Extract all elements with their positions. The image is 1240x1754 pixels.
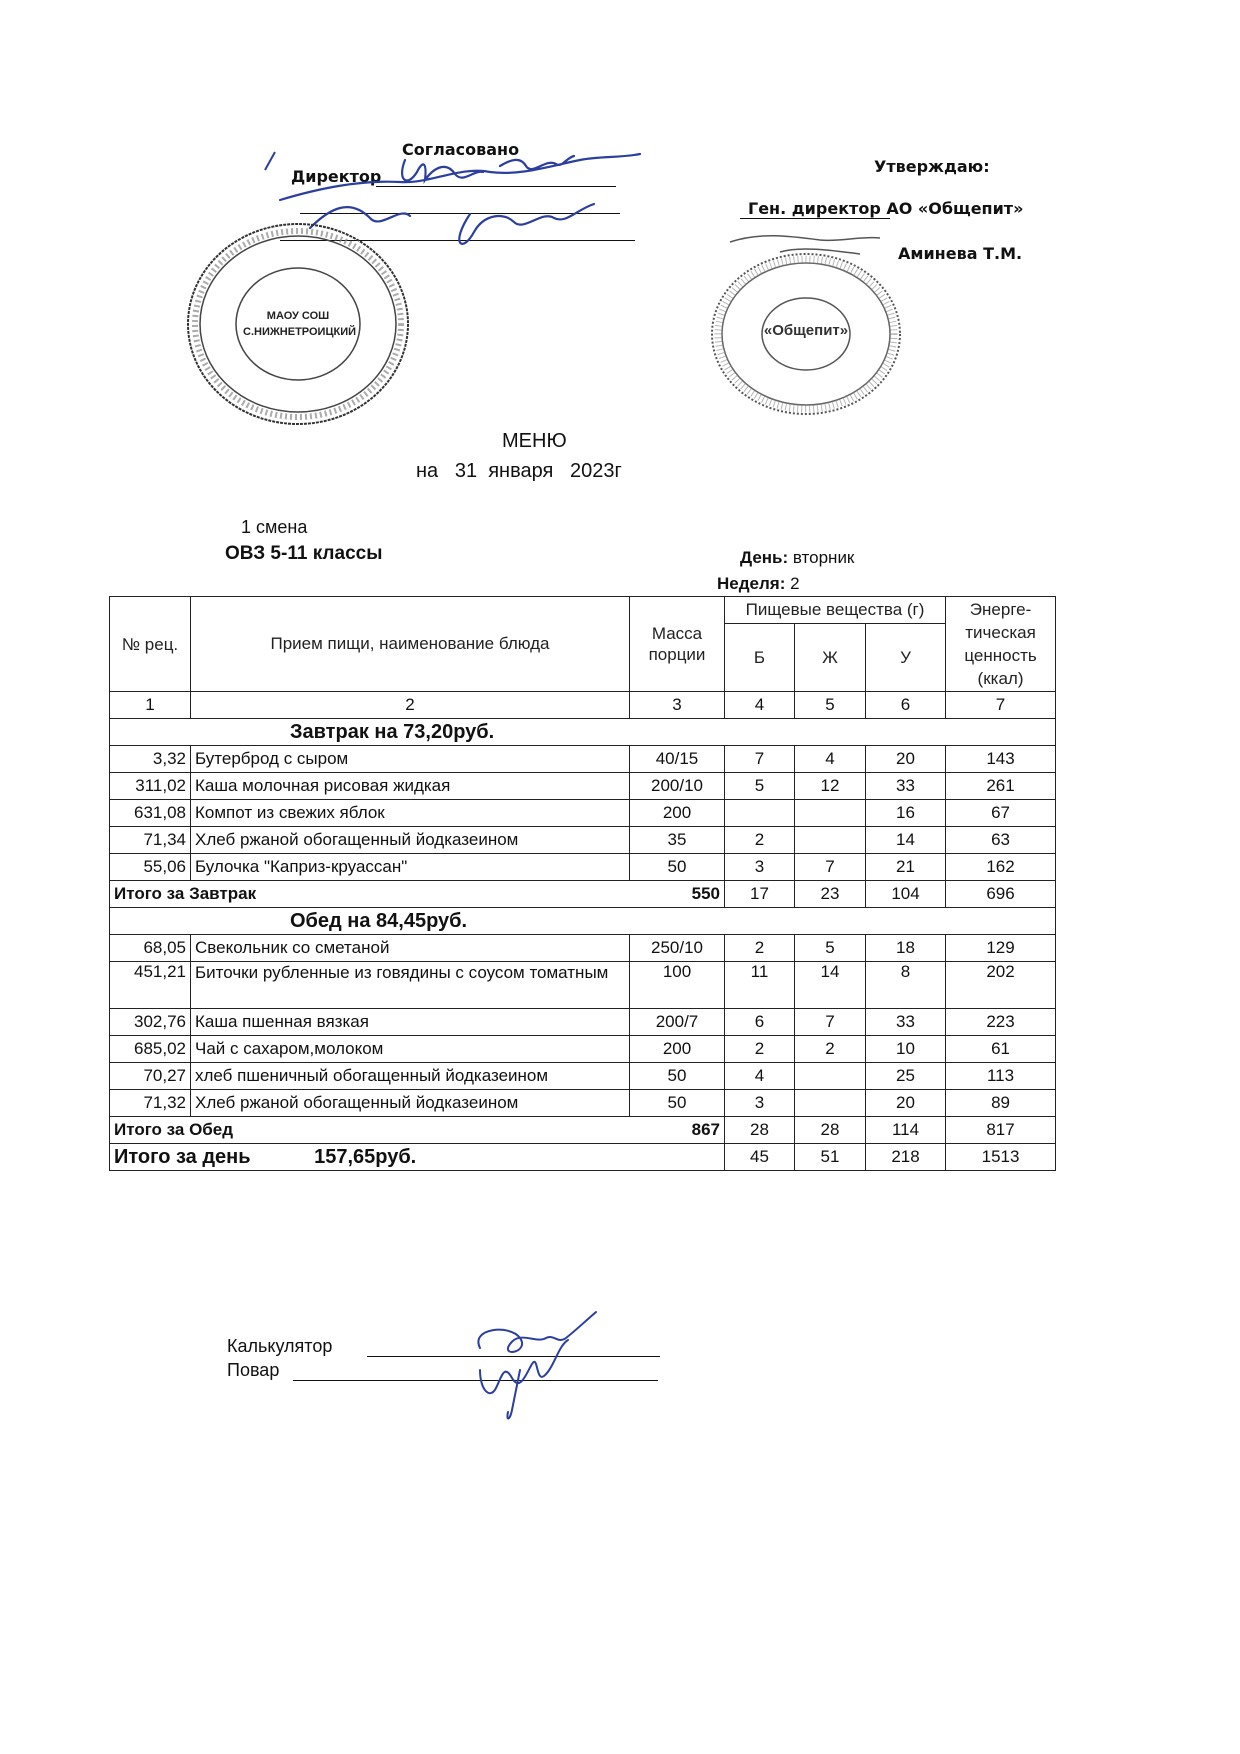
protein-cell: 5	[725, 773, 795, 800]
kcal-total-cell: 817	[946, 1117, 1056, 1144]
carbs-cell: 25	[866, 1063, 946, 1090]
col-number: 1	[110, 692, 191, 719]
table-row	[110, 854, 1056, 881]
mass-cell: 200	[630, 800, 725, 827]
lunch-total-label-cell	[110, 1117, 725, 1144]
table-row	[110, 1036, 1056, 1063]
protein-cell: 6	[725, 1009, 795, 1036]
kcal-cell: 61	[946, 1036, 1056, 1063]
kcal-cell: 63	[946, 827, 1056, 854]
mass-cell: 250/10	[630, 935, 725, 962]
lunch-total-label: Итого за Обед	[114, 1120, 234, 1139]
header-u: У	[866, 624, 946, 692]
document-date: на 31 января 2023г	[416, 460, 622, 482]
col-number: 2	[191, 692, 630, 719]
mass-cell: 200/10	[630, 773, 725, 800]
rec-cell: 311,02	[110, 773, 191, 800]
table-row	[110, 800, 1056, 827]
carbs-cell: 20	[866, 1090, 946, 1117]
week-label: Неделя:	[717, 574, 786, 593]
table-row	[110, 935, 1056, 962]
document-title: МЕНЮ	[502, 430, 567, 452]
protein-cell: 11	[725, 962, 795, 1009]
col-number: 7	[946, 692, 1056, 719]
carbs-cell: 21	[866, 854, 946, 881]
header-mass: Масса порции	[630, 597, 725, 692]
protein-cell: 3	[725, 854, 795, 881]
day-total-label: Итого за день	[114, 1145, 251, 1168]
breakfast-total-mass: 550	[691, 884, 720, 903]
day-total-label-cell	[110, 1144, 725, 1171]
menu-table	[109, 596, 1056, 1171]
week-value: 2	[790, 574, 800, 593]
protein-cell	[725, 800, 795, 827]
table-row	[110, 1009, 1056, 1036]
day-label: День:	[740, 548, 789, 567]
kcal-cell: 202	[946, 962, 1056, 1009]
rec-cell: 3,32	[110, 746, 191, 773]
kcal-cell: 67	[946, 800, 1056, 827]
breakfast-total-label-cell	[110, 881, 725, 908]
header-name: Прием пищи, наименование блюда	[191, 597, 630, 692]
fat-cell: 14	[795, 962, 866, 1009]
fat-cell	[795, 1063, 866, 1090]
carbs-cell: 10	[866, 1036, 946, 1063]
fat-cell	[795, 1090, 866, 1117]
lunch-total-mass: 867	[691, 1120, 720, 1139]
carbs-cell: 33	[866, 773, 946, 800]
header-nutrients: Пищевые вещества (г)	[725, 597, 946, 624]
carbs-cell: 16	[866, 800, 946, 827]
dish-name-cell: Каша пшенная вязкая	[191, 1009, 630, 1036]
header-rec: № рец.	[110, 597, 191, 692]
lunch-section-row	[110, 908, 1056, 935]
breakfast-title: Завтрак на 73,20руб.	[110, 719, 1056, 746]
mass-cell: 40/15	[630, 746, 725, 773]
fat-total-cell: 23	[795, 881, 866, 908]
header-energy: Энерге-тическая ценность (ккал)	[946, 597, 1056, 692]
lunch-total-row	[110, 1117, 1056, 1144]
header-row	[110, 597, 1056, 624]
dish-name-cell: Бутерброд с сыром	[191, 746, 630, 773]
day-value: вторник	[792, 548, 855, 567]
carbs-total-cell: 104	[866, 881, 946, 908]
fat-cell: 2	[795, 1036, 866, 1063]
lunch-title: Обед на 84,45руб.	[110, 908, 1056, 935]
approval-left-title: Согласовано	[402, 140, 520, 159]
dish-name-cell: Хлеб ржаной обогащенный йодказеином	[191, 1090, 630, 1117]
kcal-cell: 143	[946, 746, 1056, 773]
dish-name-cell: Хлеб ржаной обогащенный йодказеином	[191, 827, 630, 854]
dish-name-cell: Биточки рубленные из говядины с соусом томатным	[191, 962, 630, 1009]
mass-cell: 50	[630, 1090, 725, 1117]
carbs-cell: 20	[866, 746, 946, 773]
rec-cell: 302,76	[110, 1009, 191, 1036]
rec-cell: 55,06	[110, 854, 191, 881]
rec-cell: 71,34	[110, 827, 191, 854]
fat-total-cell: 28	[795, 1117, 866, 1144]
fat-cell: 7	[795, 1009, 866, 1036]
cook-label: Повар	[227, 1360, 280, 1380]
table-row	[110, 1063, 1056, 1090]
col-number: 4	[725, 692, 795, 719]
mass-cell: 100	[630, 962, 725, 1009]
shift-label: 1 смена	[241, 517, 308, 537]
dish-name-cell: Чай с сахаром,молоком	[191, 1036, 630, 1063]
rec-cell: 68,05	[110, 935, 191, 962]
protein-day-total: 45	[725, 1144, 795, 1171]
mass-cell: 50	[630, 1063, 725, 1090]
day-total-price: 157,65руб.	[314, 1145, 417, 1168]
fat-cell: 5	[795, 935, 866, 962]
fat-cell: 4	[795, 746, 866, 773]
breakfast-total-row	[110, 881, 1056, 908]
table-row	[110, 962, 1056, 1009]
column-number-row	[110, 692, 1056, 719]
carbs-day-total: 218	[866, 1144, 946, 1171]
group-label: ОВЗ 5-11 классы	[225, 543, 383, 564]
mass-cell: 35	[630, 827, 725, 854]
kcal-cell: 129	[946, 935, 1056, 962]
kcal-cell: 162	[946, 854, 1056, 881]
protein-cell: 2	[725, 1036, 795, 1063]
school-stamp	[183, 220, 413, 428]
director-label: Директор	[291, 167, 382, 186]
rec-cell: 685,02	[110, 1036, 191, 1063]
col-number: 3	[630, 692, 725, 719]
calculator-cook-signatures	[460, 1310, 620, 1430]
table-row	[110, 746, 1056, 773]
dish-name-cell: Компот из свежих яблок	[191, 800, 630, 827]
kcal-cell: 223	[946, 1009, 1056, 1036]
kcal-cell: 113	[946, 1063, 1056, 1090]
week-info	[717, 574, 800, 594]
carbs-total-cell: 114	[866, 1117, 946, 1144]
header-zh: Ж	[795, 624, 866, 692]
protein-cell: 2	[725, 827, 795, 854]
breakfast-total-label: Итого за Завтрак	[114, 884, 257, 903]
day-total-row	[110, 1144, 1056, 1171]
fat-cell	[795, 800, 866, 827]
kcal-cell: 261	[946, 773, 1056, 800]
kcal-total-cell: 696	[946, 881, 1056, 908]
fat-cell: 7	[795, 854, 866, 881]
protein-total-cell: 17	[725, 881, 795, 908]
approval-right-title: Утверждаю:	[874, 157, 990, 176]
fat-cell	[795, 827, 866, 854]
table-row	[110, 827, 1056, 854]
header-b: Б	[725, 624, 795, 692]
approver-position: Ген. директор АО «Общепит»	[748, 199, 1024, 218]
protein-total-cell: 28	[725, 1117, 795, 1144]
mass-cell: 50	[630, 854, 725, 881]
dish-name-cell: Булочка "Каприз-круассан"	[191, 854, 630, 881]
approver-name: Аминева Т.М.	[898, 244, 1023, 263]
carbs-cell: 8	[866, 962, 946, 1009]
fat-cell: 12	[795, 773, 866, 800]
mass-cell: 200	[630, 1036, 725, 1063]
dish-name-cell: хлеб пшеничный обогащенный йодказеином	[191, 1063, 630, 1090]
carbs-cell: 14	[866, 827, 946, 854]
col-number: 5	[795, 692, 866, 719]
dish-name-cell: Свекольник со сметаной	[191, 935, 630, 962]
calculator-label: Калькулятор	[227, 1336, 333, 1356]
day-info	[740, 548, 854, 568]
school-stamp-text: МАОУ СОШ С.НИЖНЕТРОИЦКИЙ	[243, 310, 357, 338]
rec-cell: 631,08	[110, 800, 191, 827]
rec-cell: 70,27	[110, 1063, 191, 1090]
kcal-cell: 89	[946, 1090, 1056, 1117]
carbs-cell: 33	[866, 1009, 946, 1036]
dish-name-cell: Каша молочная рисовая жидкая	[191, 773, 630, 800]
protein-cell: 4	[725, 1063, 795, 1090]
table-row	[110, 773, 1056, 800]
company-stamp-text: «Общепит»	[763, 322, 849, 339]
kcal-day-total: 1513	[946, 1144, 1056, 1171]
rec-cell: 71,32	[110, 1090, 191, 1117]
fat-day-total: 51	[795, 1144, 866, 1171]
rec-cell: 451,21	[110, 962, 191, 1009]
protein-cell: 3	[725, 1090, 795, 1117]
breakfast-section-row	[110, 719, 1056, 746]
table-row	[110, 1090, 1056, 1117]
company-stamp	[708, 250, 904, 418]
protein-cell: 2	[725, 935, 795, 962]
col-number: 6	[866, 692, 946, 719]
mass-cell: 200/7	[630, 1009, 725, 1036]
protein-cell: 7	[725, 746, 795, 773]
carbs-cell: 18	[866, 935, 946, 962]
